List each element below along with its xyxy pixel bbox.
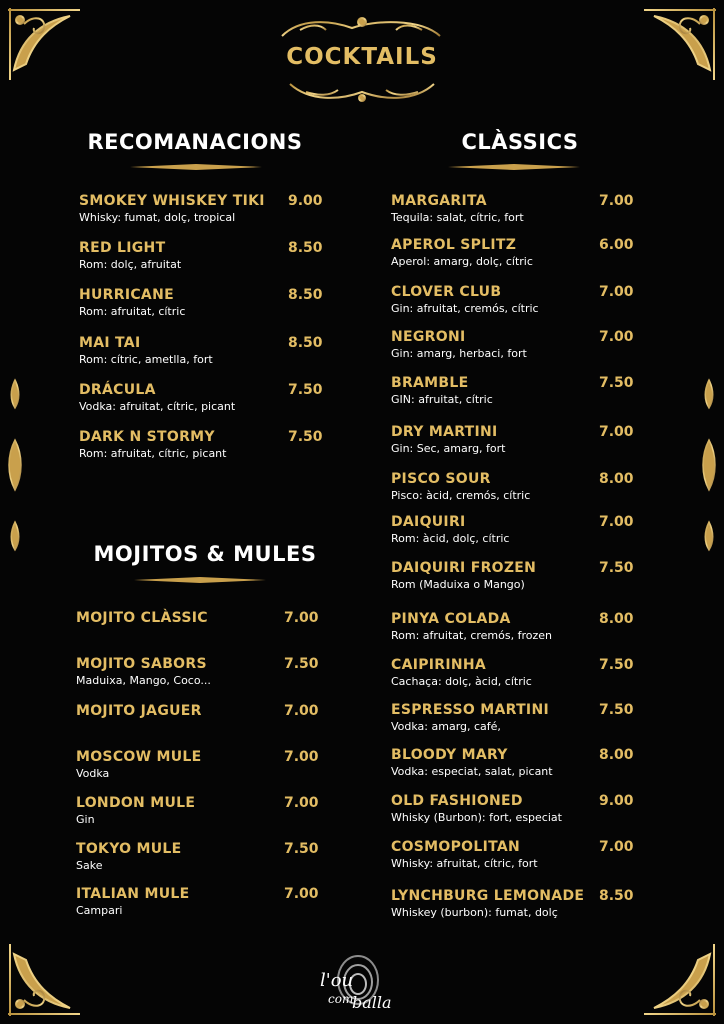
menu-item: [391, 193, 524, 224]
menu-item: [391, 793, 562, 824]
menu-item: [391, 888, 584, 919]
menu-item: [391, 375, 493, 406]
item-description: Gin: Sec, amarg, fort: [391, 442, 506, 455]
item-name: DAIQUIRI: [391, 514, 466, 530]
item-description: Vodka: amarg, café,: [391, 720, 501, 733]
menu-item: [391, 747, 553, 778]
item-price: 7.00: [284, 795, 319, 811]
menu-item: [79, 382, 235, 413]
menu-item: [76, 610, 208, 626]
item-name: PISCO SOUR: [391, 471, 491, 487]
item-price: 8.00: [599, 611, 634, 627]
menu-item: [391, 560, 536, 591]
item-price: 8.50: [599, 888, 634, 904]
item-description: Campari: [76, 904, 123, 917]
item-price: 7.00: [599, 329, 634, 345]
item-description: Whisky: fumat, dolç, tropical: [79, 211, 236, 224]
item-description: Rom (Maduixa o Mango): [391, 578, 525, 591]
item-price: 8.00: [599, 471, 634, 487]
item-price: 7.50: [599, 375, 634, 391]
title-ornament-bottom: [290, 84, 434, 101]
menu-item: [391, 424, 506, 455]
item-price: 7.50: [284, 656, 319, 672]
item-name: MOJITO CLÀSSIC: [76, 610, 208, 626]
item-name: PINYA COLADA: [391, 611, 511, 627]
item-name: DRÁCULA: [79, 382, 156, 398]
item-name: DRY MARTINI: [391, 424, 498, 440]
item-price: 7.00: [599, 839, 634, 855]
item-description: Cachaça: dolç, àcid, cítric: [391, 675, 532, 688]
menu-item: [391, 471, 530, 502]
item-name: CAIPIRINHA: [391, 657, 487, 673]
item-description: Rom: àcid, dolç, cítric: [391, 532, 510, 545]
item-name: NEGRONI: [391, 329, 466, 345]
divider-recomanacions: [130, 164, 262, 170]
item-name: DARK N STORMY: [79, 429, 215, 445]
item-description: Gin: amarg, herbaci, fort: [391, 347, 527, 360]
item-name: MOSCOW MULE: [76, 749, 202, 765]
side-ornament-right: [703, 350, 715, 580]
item-price: 7.00: [599, 284, 634, 300]
item-description: Vodka: especiat, salat, picant: [391, 765, 553, 778]
item-description: Gin: [76, 813, 95, 826]
menu-item: [76, 795, 195, 826]
section-title-recomanacions: RECOMANACIONS: [87, 130, 303, 154]
menu-item: [391, 329, 527, 360]
item-description: Whisky: afruitat, cítric, fort: [391, 857, 538, 870]
item-description: Rom: afruitat, cítric: [79, 305, 186, 318]
item-price: 7.50: [599, 657, 634, 673]
item-price: 8.50: [288, 335, 323, 351]
item-price: 9.00: [599, 793, 634, 809]
item-name: MAI TAI: [79, 335, 141, 351]
menu-item: [79, 287, 185, 318]
item-description: Tequila: salat, cítric, fort: [391, 211, 524, 224]
corner-ornament-bottom-right: [644, 944, 716, 1016]
item-description: Rom: afruitat, cremós, frozen: [391, 629, 552, 642]
section-title-mojitos: MOJITOS & MULES: [93, 542, 317, 566]
menu-item: [79, 335, 213, 366]
item-description: GIN: afruitat, cítric: [391, 393, 493, 406]
item-price: 8.50: [288, 287, 323, 303]
menu-item: [391, 657, 532, 688]
item-name: HURRICANE: [79, 287, 174, 303]
item-name: MOJITO JAGUER: [76, 703, 202, 719]
item-name: SMOKEY WHISKEY TIKI: [79, 193, 265, 209]
item-price: 7.50: [288, 382, 323, 398]
item-price: 7.00: [599, 514, 634, 530]
item-description: Vodka: [76, 767, 110, 780]
item-name: RED LIGHT: [79, 240, 166, 256]
item-name: DAIQUIRI FROZEN: [391, 560, 537, 576]
page-title: COCKTAILS: [286, 44, 438, 70]
item-price: 7.00: [599, 193, 634, 209]
item-description: Rom: dolç, afruitat: [79, 258, 182, 271]
item-price: 7.00: [284, 749, 319, 765]
item-name: LYNCHBURG LEMONADE: [391, 888, 585, 904]
item-name: COSMOPOLITAN: [391, 839, 520, 855]
logo-text-2: com: [328, 992, 354, 1006]
item-description: Rom: afruitat, cítric, picant: [79, 447, 227, 460]
section-title-classics: CLÀSSICS: [461, 130, 579, 154]
item-description: Sake: [76, 859, 103, 872]
item-name: LONDON MULE: [76, 795, 196, 811]
item-price: 7.00: [599, 424, 634, 440]
item-price: 7.00: [284, 703, 319, 719]
divider-mojitos: [134, 577, 266, 583]
item-price: 8.50: [288, 240, 323, 256]
item-price: 7.50: [599, 560, 634, 576]
item-description: Maduixa, Mango, Coco...: [76, 674, 211, 687]
item-name: APEROL SPLITZ: [391, 237, 517, 253]
item-price: 9.00: [288, 193, 323, 209]
item-name: BRAMBLE: [391, 375, 469, 391]
item-name: ESPRESSO MARTINI: [391, 702, 549, 718]
item-description: Rom: cítric, ametlla, fort: [79, 353, 213, 366]
corner-ornament-bottom-left: [8, 944, 80, 1016]
item-description: Pisco: àcid, cremós, cítric: [391, 489, 531, 502]
item-price: 7.00: [284, 610, 319, 626]
item-name: ITALIAN MULE: [76, 886, 190, 902]
title-ornament-top: [282, 18, 440, 36]
item-price: 7.50: [288, 429, 323, 445]
item-description: Aperol: amarg, dolç, cítric: [391, 255, 533, 268]
side-ornament-left: [9, 350, 21, 580]
item-description: Gin: afruitat, cremós, cítric: [391, 302, 539, 315]
menu-item: [76, 841, 182, 872]
divider-classics: [448, 164, 580, 170]
item-price: 7.50: [284, 841, 319, 857]
menu-item: [76, 656, 211, 687]
item-price: 7.00: [284, 886, 319, 902]
item-price: 7.50: [599, 702, 634, 718]
menu-item: [391, 514, 509, 545]
menu-item: [391, 839, 538, 870]
item-price: 6.00: [599, 237, 634, 253]
menu-item: [79, 193, 265, 224]
menu-item: [79, 240, 181, 271]
menu-item: [391, 284, 539, 315]
item-description: Vodka: afruitat, cítric, picant: [79, 400, 236, 413]
menu-item: [76, 749, 202, 780]
item-description: Whiskey (burbon): fumat, dolç: [391, 906, 558, 919]
item-name: MOJITO SABORS: [76, 656, 207, 672]
item-name: CLOVER CLUB: [391, 284, 502, 300]
menu-item: [76, 886, 189, 917]
logo-text-1: l'ou: [320, 970, 354, 991]
logo-text-3: balla: [352, 993, 392, 1012]
menu-item: [391, 702, 549, 733]
menu-item: [76, 703, 202, 719]
menu-item: [79, 429, 226, 460]
item-description: Whisky (Burbon): fort, especiat: [391, 811, 562, 824]
item-name: TOKYO MULE: [76, 841, 182, 857]
item-name: OLD FASHIONED: [391, 793, 523, 809]
menu-item: [391, 611, 552, 642]
item-name: MARGARITA: [391, 193, 487, 209]
menu-item: [391, 237, 533, 268]
item-price: 8.00: [599, 747, 634, 763]
item-name: BLOODY MARY: [391, 747, 508, 763]
